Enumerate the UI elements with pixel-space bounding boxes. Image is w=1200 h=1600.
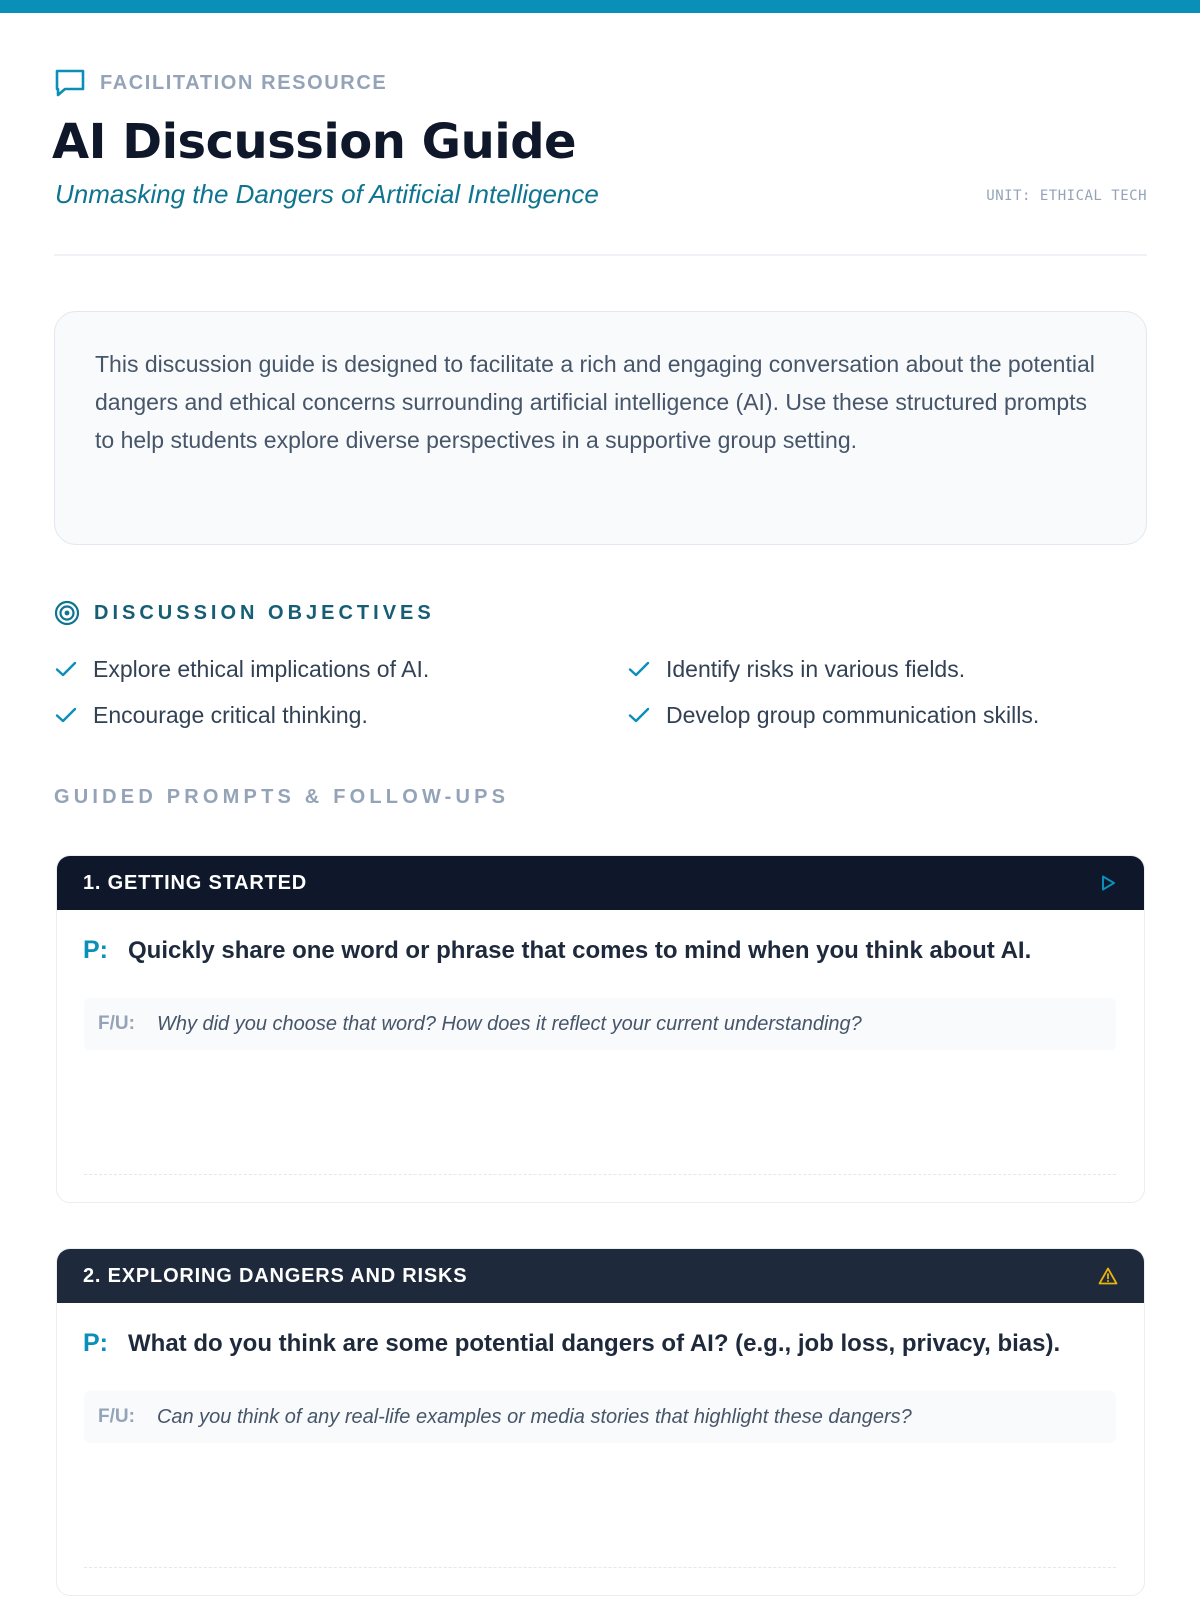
checkmark-icon — [54, 703, 78, 727]
intro-box — [54, 311, 1147, 545]
section-card — [56, 855, 1145, 1203]
objectives-heading-label: DISCUSSION OBJECTIVES — [94, 601, 435, 624]
objective-item — [627, 698, 1039, 732]
checkmark-icon — [54, 657, 78, 681]
objective-text: Develop group communication skills. — [666, 701, 1040, 728]
answer-line — [84, 1174, 1116, 1175]
section-header — [57, 1249, 1144, 1303]
section-header — [57, 856, 1144, 910]
objective-text: Explore ethical implications of AI. — [93, 655, 430, 682]
section-card — [56, 1248, 1145, 1596]
intro-text: This discussion guide is designed to facilitate a rich and engaging conversation about the potential dangers and ethical concerns surrounding artificial intelligence (AI). Use these structured prompts to help students explore diverse perspectives in a supportive group setting. — [95, 351, 1095, 453]
page-subtitle: Unmasking the Dangers of Artificial Intelligence — [55, 179, 599, 209]
checkmark-icon — [627, 657, 651, 681]
prompt-label: P: — [83, 1329, 108, 1357]
objective-item — [54, 698, 368, 732]
followup-box — [84, 1391, 1116, 1443]
followup-text: Why did you choose that word? How does it reflect your current understanding? — [156, 1012, 862, 1035]
eyebrow-label: FACILITATION RESOURCE — [100, 71, 388, 94]
unit-label: UNIT: ETHICAL TECH — [986, 188, 1147, 204]
play-icon — [1098, 873, 1118, 893]
prompt — [83, 1329, 1060, 1358]
page-title: AI Discussion Guide — [52, 114, 577, 170]
objective-text: Encourage critical thinking. — [93, 701, 368, 728]
eyebrow — [54, 68, 387, 98]
followup-text: Can you think of any real-life examples or media stories that highlight these dangers? — [156, 1405, 912, 1428]
checkmark-icon — [627, 703, 651, 727]
objective-item — [627, 652, 965, 686]
target-icon — [54, 600, 80, 626]
answer-line — [84, 1567, 1116, 1568]
objectives-heading — [54, 600, 435, 626]
objective-text: Identify risks in various fields. — [666, 655, 966, 682]
prompt-text: Quickly share one word or phrase that comes to mind when you think about AI. — [128, 937, 1032, 964]
followup-label: F/U: — [98, 1406, 135, 1427]
header-divider — [54, 254, 1147, 256]
prompt-label: P: — [83, 936, 108, 964]
prompts-heading: GUIDED PROMPTS & FOLLOW-UPS — [54, 786, 510, 808]
followup-label: F/U: — [98, 1013, 135, 1034]
prompt — [83, 936, 1031, 965]
prompt-text: What do you think are some potential dangers of AI? (e.g., job loss, privacy, bias). — [128, 1330, 1061, 1357]
section-title: 1. GETTING STARTED — [83, 871, 308, 894]
top-accent-bar — [0, 0, 1200, 13]
section-title: 2. EXPLORING DANGERS AND RISKS — [83, 1264, 468, 1287]
chat-bubble-icon — [54, 68, 86, 98]
followup-box — [84, 998, 1116, 1050]
warning-icon — [1098, 1266, 1118, 1286]
objective-item — [54, 652, 429, 686]
